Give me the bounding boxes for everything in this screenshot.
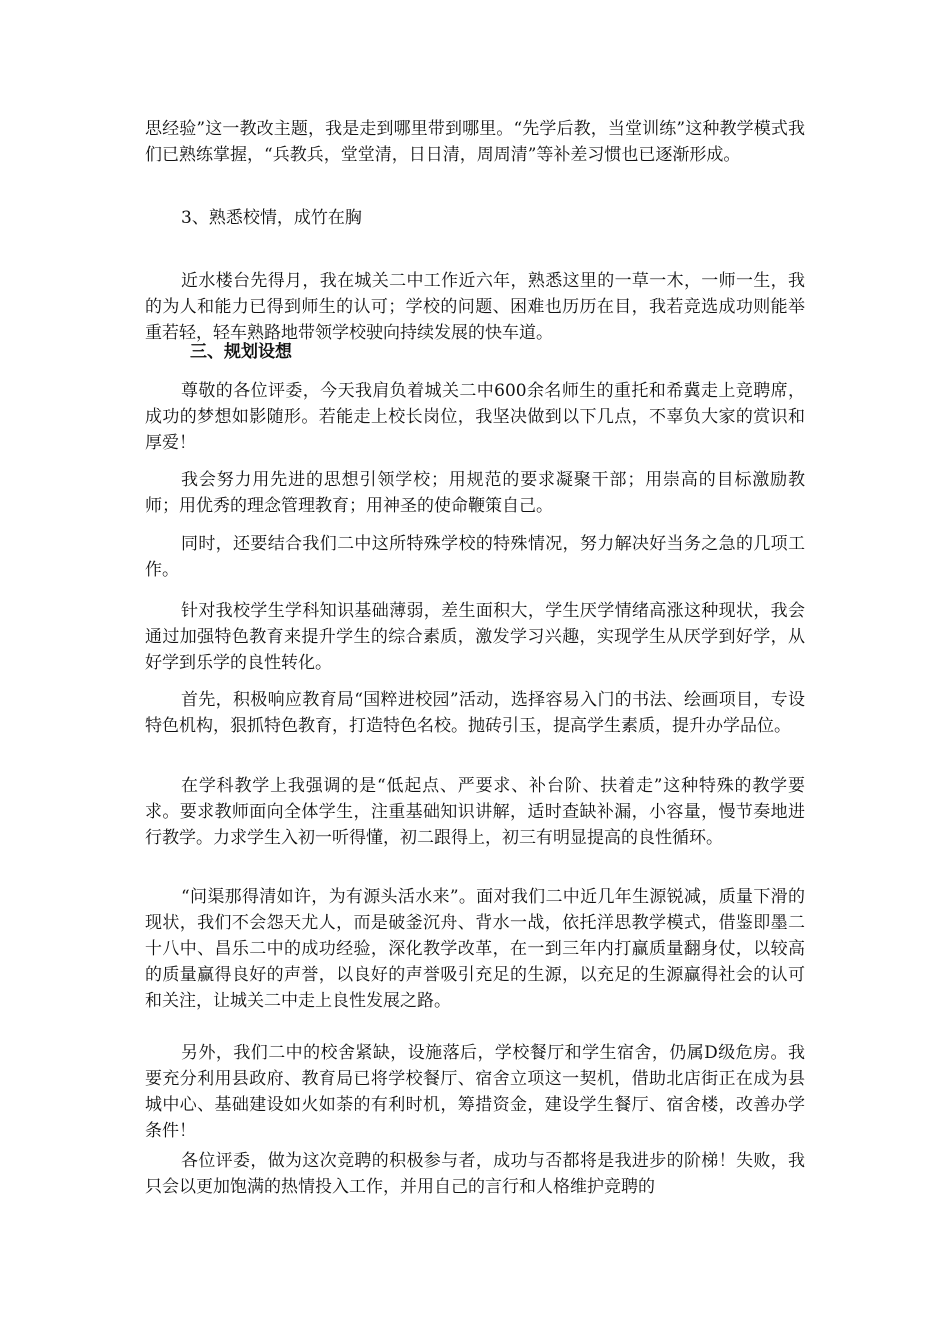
paragraph-teaching: 在学科教学上我强调的是“低起点、严要求、补台阶、扶着走”这种特殊的教学要求。要求教师面向全体学生，注重基础知识讲解，适时查缺补漏，小容量，慢节奏地进行教学。力求学生入初一听得懂，初二跟得上，初三有明显提高的良性循环。: [145, 776, 805, 848]
section-heading-3: 三、规划设想: [190, 342, 292, 362]
paragraph-first: 首先，积极响应教育局“国粹进校园”活动，选择容易入门的书法、绘画项目，专设特色机构，狠抓特色教育，打造特色名校。抛砖引玉，提高学生素质，提升办学品位。: [145, 690, 805, 736]
paragraph-continuation: 思经验”这一教改主题，我是走到哪里带到哪里。“先学后教，当堂训练”这种教学模式我们已熟练掌握，“兵教兵，堂堂清，日日清，周周清”等补差习惯也已逐渐形成。: [145, 119, 805, 165]
paragraph-besides: 另外，我们二中的校舍紧缺，设施落后，学校餐厅和学生宿舍，仍属D级危房。我要充分利用县政府、教育局已将学校餐厅、宿舍立项这一契机，借助北店街正在成为县城中心、基础建设如火如荼的有利时机，筹措资金，建设学生餐厅、宿舍楼，改善办学条件！: [145, 1043, 805, 1141]
paragraph-quote: “问渠那得清如许，为有源头活水来”。面对我们二中近几年生源锐减，质量下滑的现状，我们不会怨天尤人，而是破釜沉舟、背水一战，依托洋思教学模式，借鉴即墨二十八中、昌乐二中的成功经验，深化教学改革，在一到三年内打赢质量翻身仗，以较高的质量赢得良好的声誉，以良好的声誉吸引充足的生源，以充足的生源赢得社会的认可和关注，让城关二中走上良性发展之路。: [145, 887, 805, 1011]
paragraph-meanwhile: 同时，还要结合我们二中这所特殊学校的特殊情况，努力解决好当务之急的几项工作。: [145, 534, 805, 580]
paragraph-effort: 我会努力用先进的思想引领学校；用规范的要求凝聚干部；用崇高的目标激励教师；用优秀的理念管理教育；用神圣的使命鞭策自己。: [145, 470, 805, 516]
paragraph-targeting: 针对我校学生学科知识基础薄弱，差生面积大，学生厌学情绪高涨这种现状，我会通过加强特色教育来提升学生的综合素质，激发学习兴趣，实现学生从厌学到好学，从好学到乐学的良性转化。: [145, 601, 805, 673]
paragraph-respect: 尊敬的各位评委，今天我肩负着城关二中600余名师生的重托和希冀走上竞聘席，成功的梦想如影随形。若能走上校长岗位，我坚决做到以下几点，不辜负大家的赏识和厚爱！: [145, 381, 805, 453]
paragraph-judges: 各位评委，做为这次竞聘的积极参与者，成功与否都将是我进步的阶梯！失败，我只会以更加饱满的热情投入工作，并用自己的言行和人格维护竞聘的: [145, 1151, 805, 1197]
paragraph-familiar: 近水楼台先得月，我在城关二中工作近六年，熟悉这里的一草一木，一师一生，我的为人和能力已得到师生的认可；学校的问题、困难也历历在目，我若竞选成功则能举重若轻，轻车熟路地带领学校驶向持续发展的快车道。: [145, 271, 805, 343]
subheading-3: 3、熟悉校情，成竹在胸: [181, 208, 362, 228]
